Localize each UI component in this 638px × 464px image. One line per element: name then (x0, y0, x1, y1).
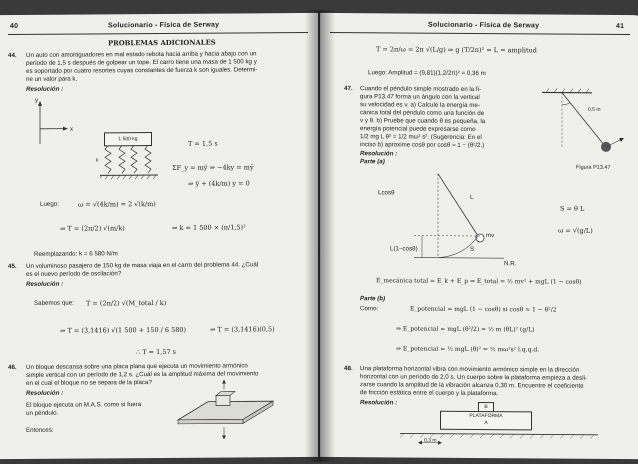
plate-diagram (168, 379, 278, 440)
como-label: Como: (360, 305, 379, 313)
problem-46-body-1: El bloque ejecuta un M.A.S. como si fuera (26, 401, 142, 409)
problem-44-line-3: es soportado por cuatro resortes cuyas constantes de fuerza k son iguales. Determi- (26, 66, 258, 75)
problem-47-line-2: gura P13.47 forma un ángulo con la vertical (360, 93, 480, 102)
potential-eq-1: E_potencial = mgL (1 − cosθ) si cosθ ≈ 1 − θ²/2 (410, 305, 557, 314)
problem-47-resolucion: Resolución : (360, 150, 398, 158)
sabemos-label: Sabemos que: (34, 299, 74, 307)
problem-44-resolucion: Resolución : (26, 85, 64, 93)
parte-b-label: Parte (b) (360, 295, 386, 303)
problem-45-line-1: Un voluminoso pasajero de 150 kg de masa viaja en el carro del problema 44. ¿Cuál (26, 261, 259, 270)
problem-47-line-8: inciso b) aproxime cosθ por cosθ ≈ 1 − (θ²/2.) (360, 141, 485, 150)
entonces-label: Entonces: (26, 426, 54, 434)
running-header-right: Solucionario - Física de Serway (428, 21, 540, 30)
mv-label: mv (486, 232, 495, 240)
fig-length-label: 0,5 m (588, 106, 601, 113)
problem-48-number: 48. (344, 365, 353, 373)
angular-freq-eq: ω = √(g/L) (558, 226, 593, 235)
luego-label-left: Luego: (40, 200, 59, 208)
problem-47-line-3: su velocidad es v. a) Calcule la energía me- (360, 101, 480, 110)
problem-48-line-1: Una plataforma horizontal vibra con movimiento armónico simple en la dirección (360, 365, 580, 374)
fig-velocity-label: v (620, 136, 623, 144)
lcos-label: Lcosθ (378, 189, 395, 197)
problem-46-line-2: simple vertical con un período de 1,2 s. ¿Cuál es la amplitud máxima del movimiento (26, 370, 259, 379)
springs-diagram (100, 145, 160, 191)
eq-k-value: ⇒ k = 1 500 × (π/1,5)² (172, 223, 246, 232)
page-number-left: 40 (10, 22, 19, 31)
axis-y-label: y (35, 96, 39, 104)
section-title: PROBLEMAS ADICIONALES (108, 38, 216, 48)
header-rule-right (330, 32, 630, 35)
parte-a-label: Parte (a) (360, 158, 385, 166)
right-page (320, 13, 638, 459)
top-equation: T = 2π/ω = 2π √(L/g) ⇒ g (T/2π)² = L = amplitud (376, 45, 537, 55)
axis-x-label: x (70, 125, 74, 133)
reemplazando-line: Reemplazando: k = 6 580 N/m (34, 250, 118, 258)
car-mass-box: 1 500 kg (104, 132, 152, 146)
arc-length-eq: S = θ L (560, 204, 585, 213)
amplitude-label: 0,3 m (424, 437, 437, 444)
problem-46-number: 46. (8, 363, 17, 372)
problem-44-number: 44. (8, 51, 17, 60)
problem-47-line-7: 1/2 mg L θ² = 1/2 mω² s². (Sugerencia: En el (360, 133, 482, 142)
problem-48-resolucion: Resolución : (360, 399, 398, 407)
figure-caption: Figura P13.47 (576, 164, 611, 171)
problem-47-line-5: v y θ. b) Pruebe que cuando θ es pequeña, la (360, 117, 486, 126)
problem-47-line-4: cánica total del péndulo como una función de (360, 109, 485, 118)
problem-46-line-3: en el cual el bloque no se separa de la placa? (26, 379, 152, 387)
eq45-1: T = (2π/2) √(M_total / k) (86, 298, 167, 308)
book-gutter-shadow (305, 10, 335, 462)
total-energy-eq: E_mecánica total = E_k + E_p ⇒ E_total = ½ mv² + mgL (1 − cosθ) (376, 277, 582, 286)
problem-47-line-6: energía potencial puede expresarse como (360, 125, 476, 133)
energy-L-label: L (470, 193, 474, 201)
problem-48-line-2: horizontal con un período de 2,0 s. Un cuerpo sobre la plataforma empieza a desli- (360, 373, 588, 382)
problem-44-line-2: período de 1,5 s después de golpear un tope. El carro tiene una masa de 1 500 kg y (26, 58, 257, 67)
energy-diagram (404, 169, 517, 268)
problem-48-line-4: de fricción estática entre el cuerpo y la plataforma. (360, 389, 499, 398)
problem-45-line-2: es el nuevo período de oscilación? (26, 270, 122, 278)
platform-box: PLATAFORMA A (440, 411, 532, 431)
axes-diagram (30, 96, 70, 149)
eq-omega: ω = √(4k/m) = 2 √(k/m) (78, 200, 156, 209)
problem-44-line-1: Un auto con amortiguadores en mal estado rebota hacia arriba y hacia abajo con un (26, 50, 257, 59)
block-b: B (478, 402, 494, 412)
pendulum-figure (534, 86, 630, 163)
eq-period-formula: ⇒ T = (2π/2) √(m/k) (60, 224, 125, 233)
problem-46-body-2: un péndulo. (26, 409, 59, 417)
problem-47-line-1: Cuando el péndulo simple mostrado en la fi- (360, 85, 482, 94)
problem-46-line-1: Un bloque descansa sobre una placa plana que ejecuta un movimiento armónico (26, 362, 248, 371)
spring-k-label: k (96, 157, 99, 164)
header-rule (8, 32, 308, 35)
problem-44-line-4: ne un valor para k. (26, 75, 78, 83)
left-page (0, 13, 318, 459)
luego-amplitud: Luego: Amplitud = (9,81)(1,2/2π)² = 0,36 m (368, 69, 486, 78)
one-minus-cos-label: L(1−cosθ) (390, 245, 418, 253)
eq45-3: ⇒ T = (3,1416)(0,5) (210, 325, 275, 334)
arc-s-label: S (470, 245, 475, 253)
potential-eq-2: ⇒ E_potencial = mgL (θ²/2) = ½ m (θL)² (g/L) (396, 325, 535, 334)
eq-period-given: T = 1,5 s (188, 139, 218, 148)
eq45-4: ∴ T = 1,57 s (136, 347, 176, 357)
eq45-2: ⇒ T = (3,1416) √(1 500 + 150 / 6 580) (60, 325, 187, 335)
running-header-left: Solucionario - Física de Serway (108, 21, 220, 30)
problem-47-number: 47. (344, 85, 353, 93)
problem-48-line-3: zarse cuando la amplitud de la vibración alcanza 0,30 m. Encuentre el coeficiente (360, 381, 584, 390)
potential-eq-3: ⇒ E_potencial = ½ mgL (θ)² = ½ mω²s² l.q.q.d. (396, 345, 540, 354)
page-number-right: 41 (616, 22, 625, 31)
eq-force: ΣF_y = mÿ ⇒ −4ky = mÿ (172, 163, 254, 172)
problem-46-resolucion: Resolución : (26, 389, 64, 397)
problem-45-resolucion: Resolución : (26, 280, 64, 288)
eq-differential: ⇒ ÿ + (4k/m) y = 0 (188, 179, 250, 188)
nr-label: N.R. (504, 260, 517, 268)
problem-45-number: 45. (8, 262, 17, 271)
